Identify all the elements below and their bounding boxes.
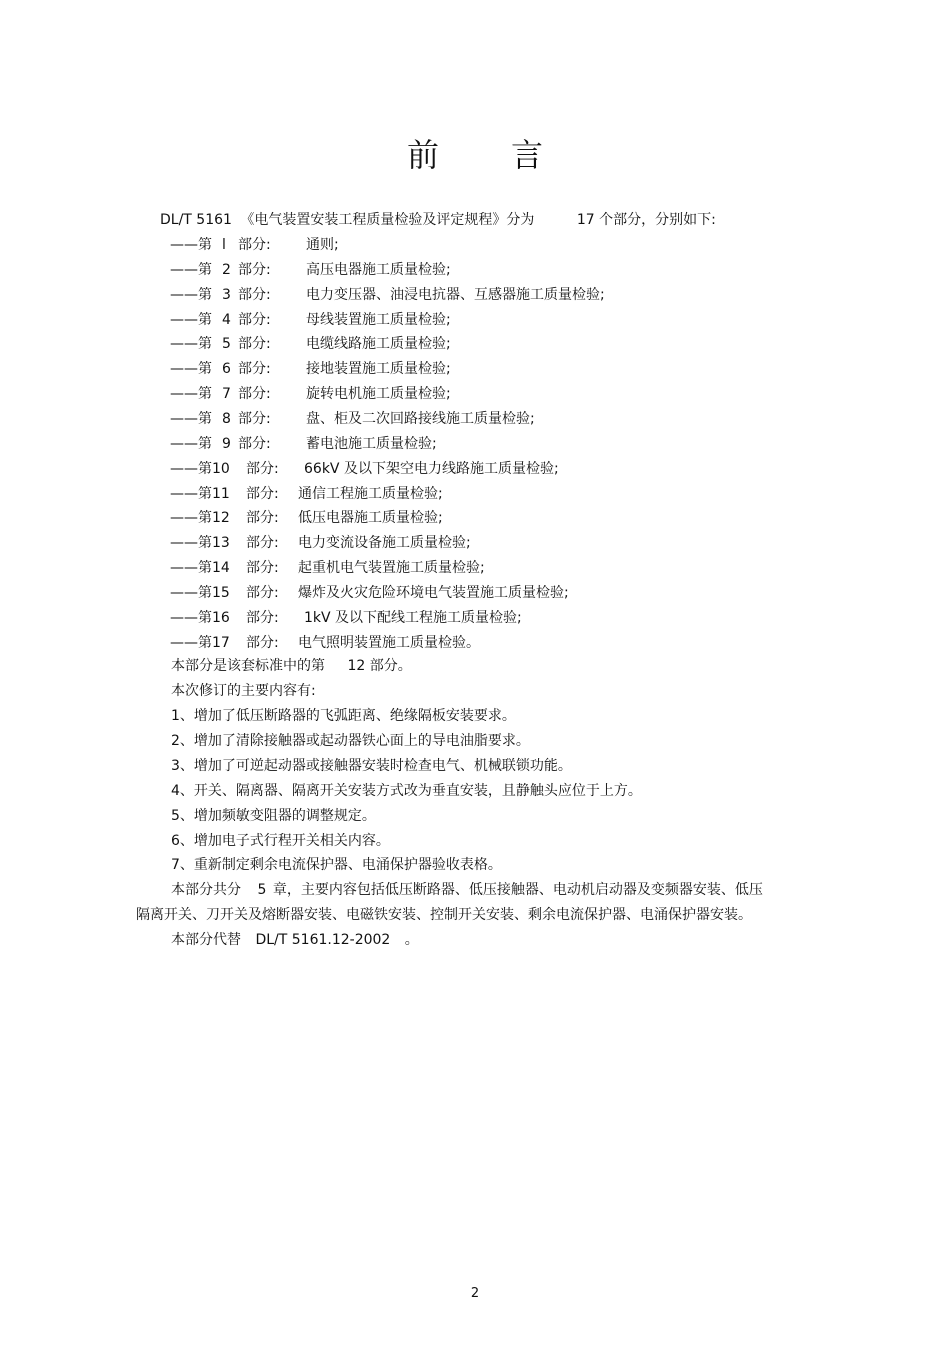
part-label: 部分: [238,336,271,353]
part-number: 5 [222,336,231,353]
part-line [170,235,339,255]
part-title: 低压电器施工质量检验; [298,510,443,527]
part-prefix: ——第 [170,435,212,452]
part-line [170,434,437,454]
part-label: 部分: [238,261,271,278]
part-prefix: ——第 [170,485,212,502]
part-line [170,459,559,479]
part-prefix: ——第 [170,286,212,303]
part-label: 部分: [246,535,279,552]
part-number: 14 [212,560,230,576]
part-number: 3 [222,286,231,303]
part-number: 15 [212,584,230,601]
part-number: 17 [212,634,230,651]
part-line [170,633,480,653]
part-prefix: ——第 [170,237,212,253]
part-number: 10 [212,460,230,477]
replaced-standard-code: DL/T 5161.12-2002 [255,932,391,948]
part-label: 部分: [238,435,271,452]
part-line [170,583,569,603]
part-number: 7 [222,386,231,403]
part-prefix: ——第 [170,311,212,328]
revision-item: 2、增加了清除接触器或起动器铁心面上的导电油脂要求。 [171,732,530,749]
page-title [0,130,950,176]
part-label: 部分: [246,560,279,576]
part-title: 通则; [306,237,339,253]
intro-line [160,210,716,230]
part-line [170,484,443,504]
revision-item: 5、增加频敏变阻器的调整规定。 [171,807,376,824]
part-label: 部分: [238,386,271,403]
this-part-line [171,656,412,676]
part-prefix: ——第 [170,336,212,353]
part-label: 部分: [246,460,279,477]
summary-line-2: 隔离开关、刀开关及熔断器安装、电磁铁安装、控制开关安装、剩余电流保护器、电涌保护器安装。 [136,907,752,923]
part-label: 部分: [238,311,271,328]
replaces-line [171,930,419,950]
part-number: 11 [212,485,230,502]
part-title: 起重机电气装置施工质量检验; [298,560,485,576]
part-title: 蓄电池施工质量检验; [306,435,437,452]
part-line [170,260,451,280]
part-label: 部分: [246,634,279,651]
part-prefix: ——第 [170,261,212,278]
part-label: 部分: [246,510,279,527]
title-char-right: 言 [511,136,544,174]
part-line [170,533,471,553]
summary-line-1 [171,880,763,900]
part-label: 部分: [238,361,271,378]
revision-heading: 本次修订的主要内容有: [171,683,316,699]
part-title: 接地装置施工质量检验; [306,361,451,378]
part-title: 1kV 及以下配线工程施工质量检验; [304,609,522,626]
part-label: 部分: [246,485,279,502]
part-line [170,608,522,628]
part-prefix: ——第 [170,609,212,626]
part-prefix: ——第 [170,510,212,527]
summary-chapter-count: 5 [257,882,267,898]
part-label: 部分: [238,411,271,427]
page-number: 2 [470,1286,480,1301]
part-label: 部分: [246,609,279,626]
part-line [170,334,451,354]
part-label: 部分: [246,584,279,601]
part-prefix: ——第 [170,535,212,552]
part-line [170,285,605,305]
part-prefix: ——第 [170,584,212,601]
part-number: 12 [212,510,230,527]
title-char-left: 前 [406,136,439,174]
summary-rest: 章，主要内容包括低压断路器、低压接触器、电动机启动器及变频器安装、低压 [272,882,763,898]
part-line [170,310,451,330]
revision-item: 3、增加了可逆起动器或接触器安装时检查电气、机械联锁功能。 [171,757,572,774]
part-number: 16 [212,609,230,626]
revision-item: 7、重新制定剩余电流保护器、电涌保护器验收表格。 [171,857,502,874]
part-title: 盘、柜及二次回路接线施工质量检验; [306,411,535,427]
part-line [170,359,451,379]
part-label: 部分: [238,237,271,253]
part-title: 爆炸及火灾危险环境电气装置施工质量检验; [298,584,569,601]
part-line [170,384,451,404]
part-prefix: ——第 [170,460,212,477]
part-number: l [222,237,226,253]
part-line [170,409,535,429]
part-prefix: ——第 [170,560,212,576]
summary-before: 本部分共分 [171,882,241,898]
part-number: 8 [222,411,231,427]
part-prefix: ——第 [170,411,212,427]
part-title: 电力变流设备施工质量检验; [298,535,471,552]
part-count: 17 个部分，分别如下: [576,212,716,228]
replaces-after: 。 [404,932,419,948]
revision-item: 1、增加了低压断路器的飞弧距离、绝缘隔板安装要求。 [171,708,516,724]
standard-name: 《电气装置安装工程质量检验及评定规程》分为 [240,212,535,228]
part-title: 电力变压器、油浸电抗器、互感器施工质量检验; [306,286,605,303]
part-number: 6 [222,361,231,378]
this-part-after: 部分。 [369,658,412,674]
this-part-number: 12 [347,658,366,674]
part-prefix: ——第 [170,634,212,651]
part-title: 高压电器施工质量检验; [306,261,451,278]
replaces-before: 本部分代替 [171,932,241,948]
part-line [170,508,443,528]
part-title: 电缆线路施工质量检验; [306,336,451,353]
part-title: 母线装置施工质量检验; [306,311,451,328]
this-part-before: 本部分是该套标准中的第 [171,658,325,674]
part-line [170,558,485,578]
part-title: 通信工程施工质量检验; [298,485,443,502]
part-title: 66kV 及以下架空电力线路施工质量检验; [304,460,559,477]
revision-item: 4、开关、隔离器、隔离开关安装方式改为垂直安装，且静触头应位于上方。 [171,782,642,799]
part-label: 部分: [238,286,271,303]
standard-code: DL/T 5161 [160,212,232,228]
part-title: 电气照明装置施工质量检验。 [298,634,480,651]
part-title: 旋转电机施工质量检验; [306,386,451,403]
part-prefix: ——第 [170,361,212,378]
revision-item: 6、增加电子式行程开关相关内容。 [171,832,390,849]
part-number: 13 [212,535,230,552]
part-prefix: ——第 [170,386,212,403]
part-number: 4 [222,311,231,328]
part-number: 9 [222,435,231,452]
part-number: 2 [222,261,231,278]
